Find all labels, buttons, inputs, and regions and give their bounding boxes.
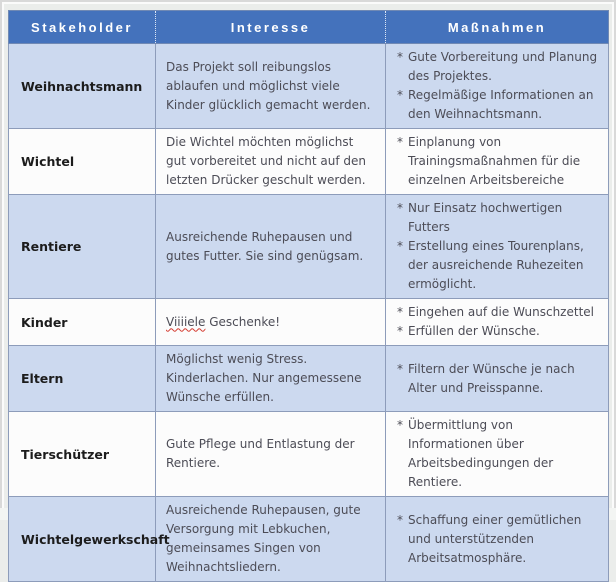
table-row <box>9 44 609 129</box>
massnahmen-cell <box>386 44 609 129</box>
interesse-cell <box>156 299 386 346</box>
list-item-text: Übermittlung von Informationen über Arbeitsbedingungen der Rentiere. <box>408 416 600 492</box>
massnahmen-cell <box>386 346 609 412</box>
list-item-text: Filtern der Wünsche je nach Alter und Preisspanne. <box>408 360 600 398</box>
massnahmen-cell <box>386 497 609 582</box>
massnahmen-cell <box>386 129 609 195</box>
list-item <box>392 360 600 398</box>
bullet-icon: * <box>392 360 408 379</box>
stakeholder-cell: Eltern <box>9 346 156 412</box>
interesse-cell: Ausreichende Ruhepausen und gutes Futter. Sie sind genügsam. <box>156 195 386 299</box>
bullet-icon: * <box>392 322 408 341</box>
massnahmen-cell <box>386 412 609 497</box>
bullet-icon: * <box>392 511 408 530</box>
table-row <box>9 346 609 412</box>
interesse-cell: Möglichst wenig Stress. Kinderlachen. Nur angemessene Wünsche erfüllen. <box>156 346 386 412</box>
bullet-icon: * <box>392 416 408 435</box>
massnahmen-cell <box>386 195 609 299</box>
stakeholder-cell: Tierschützer <box>9 412 156 497</box>
list-item <box>392 511 600 568</box>
table-row <box>9 299 609 346</box>
interesse-cell: Ausreichende Ruhepausen, gute Versorgung mit Lebkuchen, gemeinsames Singen von Weihnachtsliedern. <box>156 497 386 582</box>
misspelled-word: Viiiiele <box>166 315 205 329</box>
interesse-cell: Gute Pflege und Entlastung der Rentiere. <box>156 412 386 497</box>
list-item-text: Schaffung einer gemütlichen und unterstützenden Arbeitsatmosphäre. <box>408 511 600 568</box>
table-row <box>9 129 609 195</box>
list-item <box>392 48 600 86</box>
list-item-text: Nur Einsatz hochwertigen Futters <box>408 199 600 237</box>
list-item <box>392 322 600 341</box>
stakeholder-table <box>8 10 609 582</box>
stakeholder-cell: Wichtelgewerkschaft <box>9 497 156 582</box>
table-row <box>9 412 609 497</box>
stakeholder-cell: Kinder <box>9 299 156 346</box>
list-item <box>392 133 600 190</box>
bullet-icon: * <box>392 303 408 322</box>
stakeholder-cell: Weihnachtsmann <box>9 44 156 129</box>
list-item-text: Einplanung von Trainingsmaßnahmen für die einzelnen Arbeitsbereiche <box>408 133 600 190</box>
stakeholder-cell: Rentiere <box>9 195 156 299</box>
massnahmen-cell <box>386 299 609 346</box>
list-item <box>392 237 600 294</box>
bullet-icon: * <box>392 86 408 105</box>
list-item <box>392 303 600 322</box>
bullet-icon: * <box>392 48 408 67</box>
list-item-text: Regelmäßige Informationen an den Weihnachtsmann. <box>408 86 600 124</box>
list-item <box>392 199 600 237</box>
column-header-stakeholder: Stakeholder <box>9 11 156 44</box>
interesse-text: Geschenke! <box>205 315 280 329</box>
interesse-cell: Das Projekt soll reibungslos ablaufen und möglichst viele Kinder glücklich gemacht werden. <box>156 44 386 129</box>
table-row <box>9 497 609 582</box>
list-item-text: Erfüllen der Wünsche. <box>408 322 600 341</box>
column-header-massnahmen: Maßnahmen <box>386 11 609 44</box>
bullet-icon: * <box>392 237 408 256</box>
bullet-icon: * <box>392 133 408 152</box>
bullet-icon: * <box>392 199 408 218</box>
list-item <box>392 86 600 124</box>
list-item-text: Eingehen auf die Wunschzettel <box>408 303 600 322</box>
list-item <box>392 416 600 492</box>
column-header-interesse: Interesse <box>156 11 386 44</box>
list-item-text: Erstellung eines Tourenplans, der ausreichende Ruhezeiten ermöglicht. <box>408 237 600 294</box>
stakeholder-cell: Wichtel <box>9 129 156 195</box>
list-item-text: Gute Vorbereitung und Planung des Projektes. <box>408 48 600 86</box>
table-row <box>9 195 609 299</box>
table-header-row <box>9 11 609 44</box>
interesse-cell: Die Wichtel möchten möglichst gut vorbereitet und nicht auf den letzten Drücker geschult werden. <box>156 129 386 195</box>
